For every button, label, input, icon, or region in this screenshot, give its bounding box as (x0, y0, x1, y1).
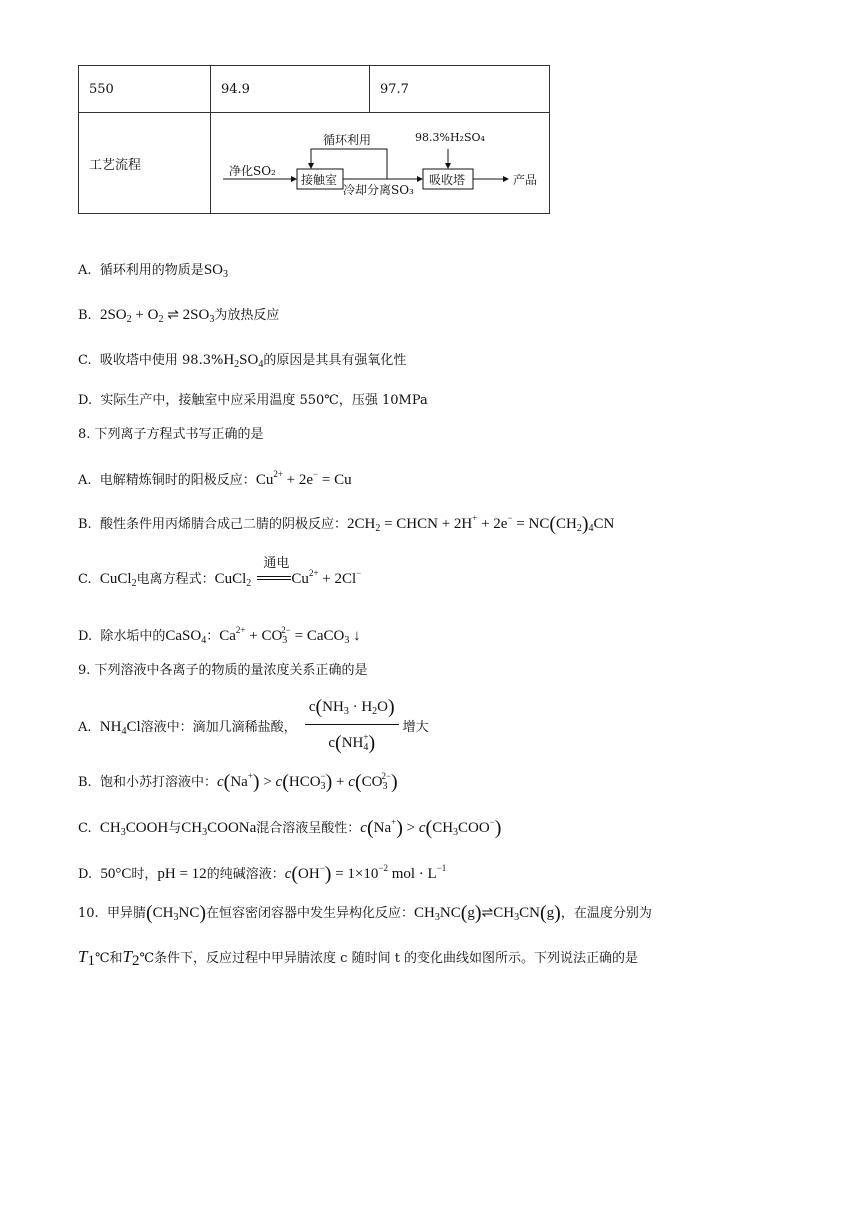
q9-option-c: C. $CH_3COOH$与$CH_3COONa$混合溶液呈酸性：$c(Na^+) > c(CH_3COO^-)$ (78, 817, 502, 839)
electrolysis-sign: 通电 (257, 570, 289, 590)
q8-option-c: C. CuCl$_2$电离方程式：CuCl$_2$ 通电 $Cu^{2+} + 2Cl^-$ (78, 555, 362, 589)
flow-diagram (211, 113, 549, 213)
q9-option-a: A. $NH_4Cl$溶液中：滴加几滴稀盐酸， $\frac{c(NH_3 \cdot H_2O)}{c(NH_4^+)}$ 增大 (78, 696, 429, 759)
q9-option-b: B. 饱和小苏打溶液中：$c(Na^+) > c(HCO_3^-) + c(CO_3^{2-})$ (78, 771, 398, 793)
table-cell: 550 (79, 66, 211, 113)
recycle-label: 循环利用 (323, 133, 372, 147)
q8-option-b: B. 酸性条件用丙烯腈合成己二腈的阴极反应：$2CH_2$ = CHCN + $2H^+ + 2e^- = NC(CH_2)_4CN$ (78, 513, 615, 535)
flow-diagram-cell (211, 113, 550, 214)
flow-input-label: 净化SO₂ (229, 164, 276, 178)
q9-option-d: D. 50°C时，pH = 12的纯碱溶液：$c(OH^-) = 1\times 10^{-2}$ mol · $L^{-1}$ (78, 863, 447, 885)
q8-option-a: A. 电解精炼铜时的阳极反应：$Cu^{2+} + 2e^- = Cu$ (78, 469, 352, 488)
flow-lines (211, 113, 549, 213)
absorption-tower-label: 吸收塔 (429, 173, 466, 187)
acid-label: 98.3%H₂SO₄ (415, 131, 485, 144)
q10-stem-line2: $T_1℃$和$T_2℃$条件下，反应过程中甲异腈浓度 c 随时间 t 的变化曲线如图所示。下列说法正确的是 (78, 947, 639, 969)
q10-stem-line1: 10. 甲异腈$(CH_3NC)$在恒容密闭容器中发生异构化反应：$CH_3NC(g)\rightleftharpoons CH_3CN(g)$，在温度分别为 (78, 902, 652, 924)
table-cell: 工艺流程 (79, 113, 211, 214)
concentration-ratio: $\frac{c(NH_3 \cdot H_2O)}{c(NH_4^+)}$ (305, 696, 399, 759)
q8-stem: 8. 下列离子方程式书写正确的是 (78, 427, 264, 442)
q9-stem: 9. 下列溶液中各离子的物质的量浓度关系正确的是 (78, 663, 368, 678)
separate-label: 冷却分离SO₃ (343, 183, 414, 197)
q7-option-a: A. 循环利用的物质是$SO_3$ (78, 262, 228, 280)
product-label: 产品 (513, 173, 538, 187)
q7-option-d: D. 实际生产中，接触室中应采用温度 550℃，压强 10MPa (78, 393, 428, 408)
table-cell: 97.7 (370, 66, 550, 113)
process-table (78, 65, 550, 214)
q8-option-d: D. 除水垢中的CaSO$_4$：$Ca^{2+} + CO_3^{2-}$ = CaCO$_3$ ↓ (78, 625, 361, 646)
contact-chamber-label: 接触室 (301, 173, 338, 187)
q7-option-c: C. 吸收塔中使用 $98.3\%H_2SO_4$的原因是其具有强氧化性 (78, 352, 407, 370)
q7-option-b: B. $2SO_2 + O_2$ ⇌ $2SO_3$为放热反应 (78, 307, 280, 325)
table-cell: 94.9 (211, 66, 370, 113)
